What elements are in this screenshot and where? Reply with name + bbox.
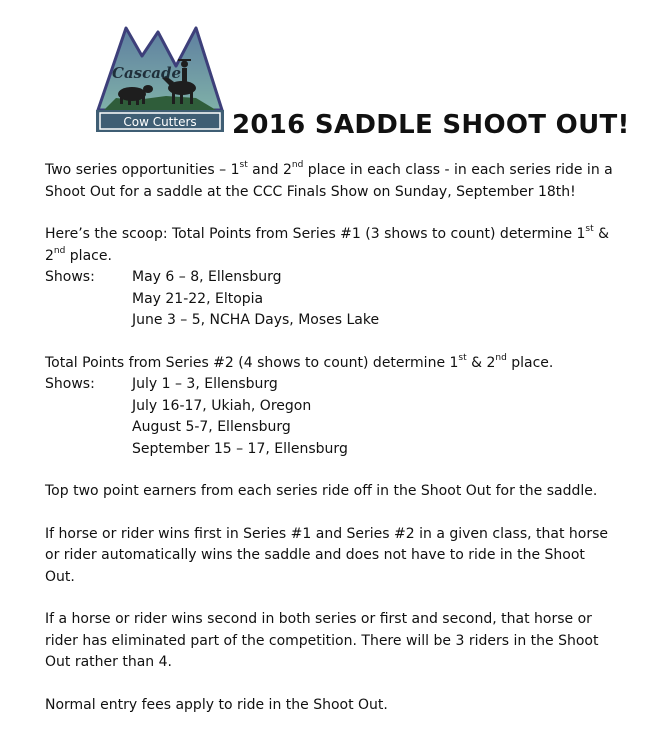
shows-label: Shows: [45,269,95,285]
logo-top-text: Cascade [112,64,181,82]
intro-paragraph: Two series opportunities – 1st and 2nd place in each class - in each series ride in a Shoot Out for a saddle at the CCC Finals Show on Sunday, September 18th! [45,160,613,200]
document-body [45,160,615,716]
rule-paragraph: If a horse or rider wins second in both series or first and second, that horse or rider has eliminated part of the competition. There will be 3 riders in the Shoot Out rather than 4. [45,611,599,670]
shows-label: Shows: [45,376,95,392]
rule-paragraph: Normal entry fees apply to ride in the Shoot Out. [45,696,388,713]
page-title: 2016 SADDLE SHOOT OUT! [232,110,630,140]
series1-paragraph: Here’s the scoop: Total Points from Series #1 (3 shows to count) determine 1st & 2nd place. [45,224,610,264]
show-item: June 3 – 5, NCHA Days, Moses Lake [132,312,380,328]
rule-paragraph: If horse or rider wins first in Series #1 and Series #2 in a given class, that horse or rider automatically wins the saddle and does not have to ride in the Shoot Out. [45,525,609,585]
show-item: August 5-7, Ellensburg [132,419,291,435]
show-item: May 21-22, Eltopia [132,290,264,307]
series2-shows [45,374,615,460]
series1-shows [45,267,615,332]
cascade-cow-cutters-logo [96,26,224,134]
show-item: July 1 – 3, Ellensburg [132,376,278,392]
logo-bottom-text: Cow Cutters [123,115,197,129]
show-item: September 15 – 17, Ellensburg [132,440,348,457]
show-item: July 16-17, Ukiah, Oregon [132,397,312,414]
show-item: May 6 – 8, Ellensburg [132,269,282,285]
series2-paragraph: Total Points from Series #2 (4 shows to count) determine 1st & 2nd place. [45,352,554,371]
rule-paragraph: Top two point earners from each series ride off in the Shoot Out for the saddle. [45,483,598,499]
